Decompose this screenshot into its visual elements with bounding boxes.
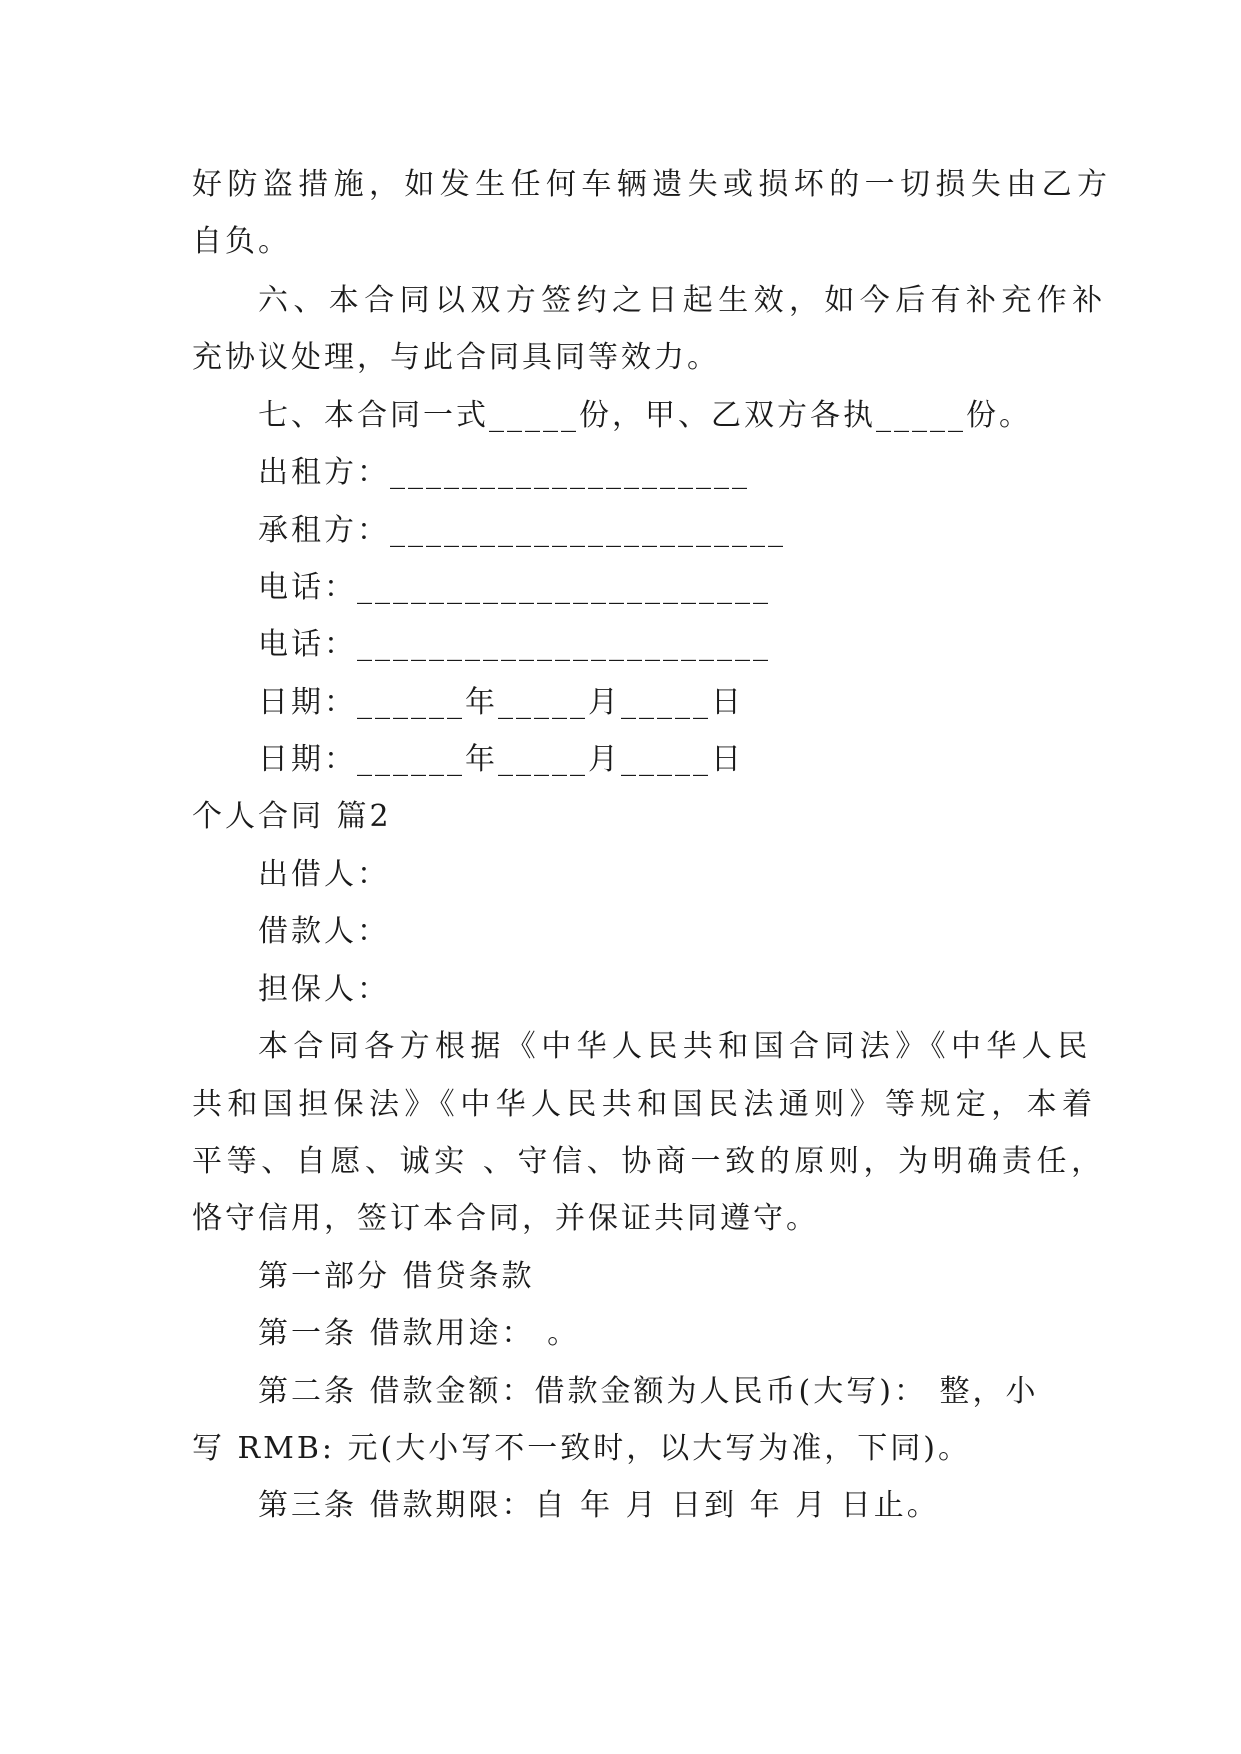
article-two-continued: 写 RMB: 元(大小写不一致时，以大写为准，下同)。 xyxy=(192,1431,971,1466)
preamble-line: 平等、自愿、诚实 、守信、协商一致的原则，为明确责任， xyxy=(192,1144,1106,1179)
lessee-field: 承租方：______________________ xyxy=(258,513,786,548)
paragraph-line: 自负。 xyxy=(192,224,291,259)
clause-seven: 七、本合同一式_____份，甲、乙双方各执_____份。 xyxy=(258,398,1032,433)
article-two: 第二条 借款金额：借款金额为人民币(大写)： 整，小 xyxy=(258,1374,1039,1409)
part-heading: 第一部分 借贷条款 xyxy=(258,1259,535,1294)
borrower-field: 借款人： xyxy=(258,914,390,949)
paragraph-line: 充协议处理，与此合同具同等效力。 xyxy=(192,340,720,375)
lessor-field: 出租方：____________________ xyxy=(258,455,750,490)
date-field: 日期：______年_____月_____日 xyxy=(258,742,744,777)
article-one: 第一条 借款用途： 。 xyxy=(258,1316,581,1351)
preamble-line: 共和国担保法》《中华人民共和国民法通则》等规定，本着 xyxy=(192,1087,1098,1122)
clause-six: 六、本合同以双方签约之日起生效，如今后有补充作补 xyxy=(258,283,1108,318)
lender-field: 出借人： xyxy=(258,857,390,892)
preamble-line: 恪守信用，签订本合同，并保证共同遵守。 xyxy=(192,1201,819,1236)
phone-field: 电话：_______________________ xyxy=(258,570,771,605)
section-heading: 个人合同 篇2 xyxy=(192,799,392,834)
guarantor-field: 担保人： xyxy=(258,972,390,1007)
paragraph-line: 好防盗措施，如发生任何车辆遗失或损坏的一切损失由乙方 xyxy=(192,167,1113,202)
article-three: 第三条 借款期限：自 年 月 日到 年 月 日止。 xyxy=(258,1488,940,1523)
phone-field: 电话：_______________________ xyxy=(258,627,771,662)
preamble-line: 本合同各方根据《中华人民共和国合同法》《中华人民 xyxy=(258,1029,1093,1064)
date-field: 日期：______年_____月_____日 xyxy=(258,685,744,720)
